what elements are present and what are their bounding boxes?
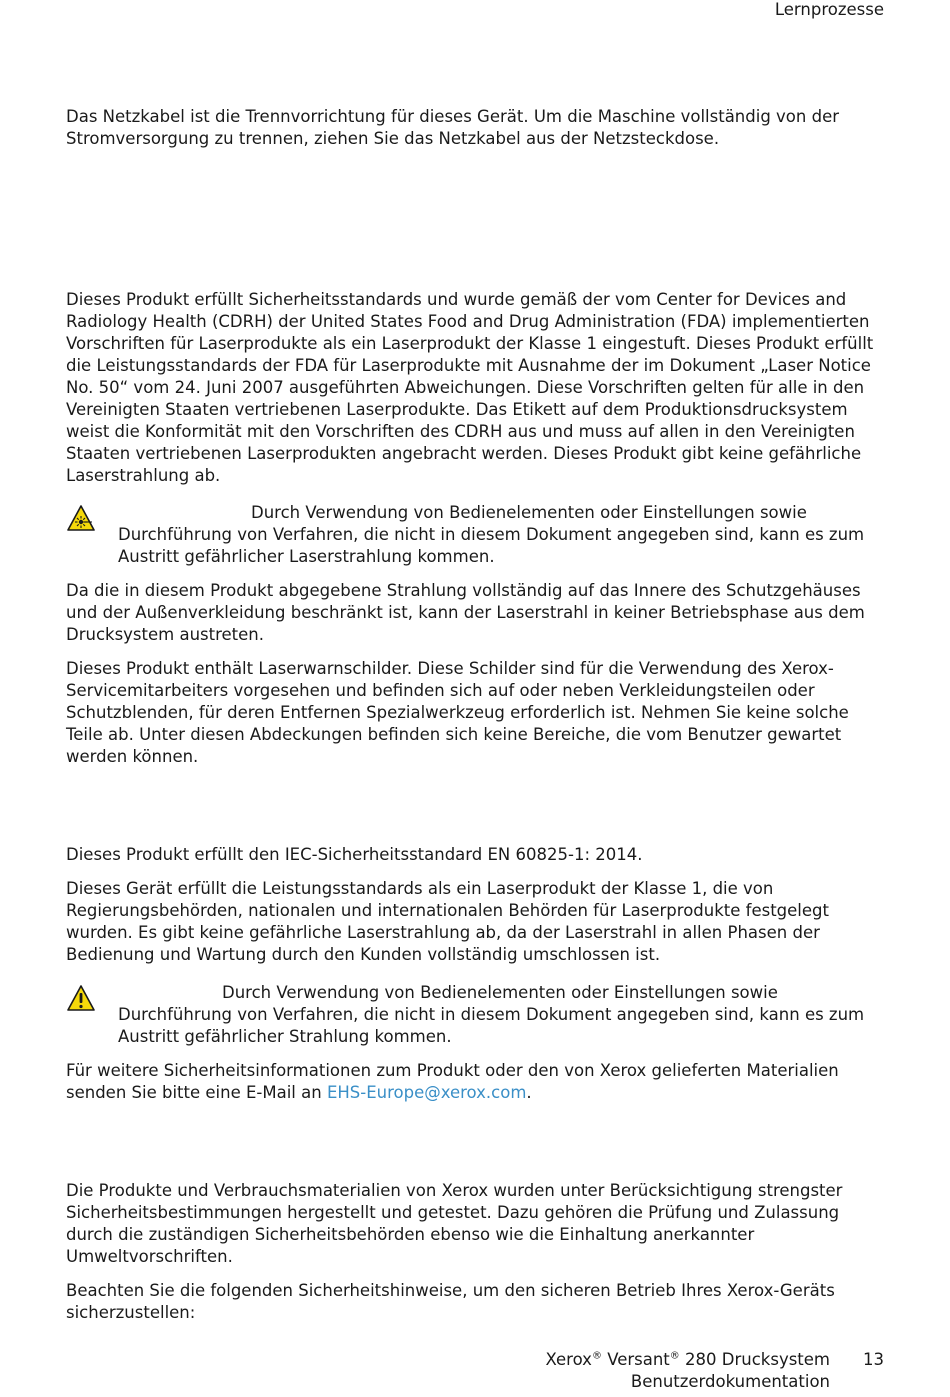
email-link[interactable]: EHS-Europe@xerox.com [326, 1083, 527, 1102]
contact-text: Für weitere Sicherheitsinformationen zum Produkt oder den von Xerox gelieferten Materialien senden Sie bitte eine E-Mail an [66, 1061, 839, 1102]
radiation-enclosure-paragraph: Da die in diesem Produkt abgegebene Strahlung vollständig auf das Innere des Schutzgehäuses und der Außenverkleidung beschränkt ist, kann der Laserstrahl in keiner Betriebsphase aus dem Drucksystem austreten. [66, 581, 865, 644]
laser-labels-paragraph: Dieses Produkt enthält Laserwarnschilder. Diese Schilder sind für die Verwendung des Xerox-Servicemitarbeiters vorgesehen und befinden sich auf oder neben Verkleidungsteilen oder Schutzblenden, für deren Entfernen Spezialwerkzeug erforderlich ist. Nehmen Sie keine solche Teile ab. Unter diesen Abdeckungen befinden sich keine Bereiche, die vom Benutzer gewartet werden können. [66, 659, 849, 766]
caution-warning-line1: Durch Verwendung von Bedienelementen oder Einstellungen sowie [222, 983, 778, 1002]
class1-paragraph: Dieses Gerät erfüllt die Leistungsstandards als ein Laserprodukt der Klasse 1, die von Regierungsbehörden, nationalen und internationalen Behörden für Laserprodukte festgelegt wurden. Es gibt keine gefährliche Laserstrahlung ab, da der Laserstrahl in allen Phasen der Bedienung und Wartung durch den Kunden vollständig umschlossen ist. [66, 879, 829, 964]
footer-doc: Benutzerdokumentation [630, 1372, 830, 1391]
safety-notes-intro-paragraph: Beachten Sie die folgenden Sicherheitshinweise, um den sicheren Betrieb Ihres Xerox-Geräts sicherzustellen: [66, 1281, 835, 1322]
products-safety-paragraph: Die Produkte und Verbrauchsmaterialien von Xerox wurden unter Berücksichtigung strengster Sicherheitsbestimmungen hergestellt und getestet. Dazu gehören die Prüfung und Zulassung durch die zuständigen Sicherheitsbehörden ebenso wie die Einhaltung anerkannter Umweltvorschriften. [66, 1181, 843, 1266]
caution-warning-text [118, 982, 878, 1048]
laser-warning-text [118, 502, 878, 568]
footer-title [545, 1349, 830, 1393]
laser-warning-line1: Durch Verwendung von Bedienelementen oder Einstellungen sowie [251, 503, 807, 522]
page-number: 13 [863, 1350, 884, 1369]
footer-product: Xerox® Versant® 280 Drucksystem [545, 1350, 830, 1369]
caution-warning-icon [66, 984, 96, 1012]
laser-warning-icon [66, 504, 96, 532]
laser-warning-rest: Durchführung von Verfahren, die nicht in diesem Dokument angegeben sind, kann es zum Austritt gefährlicher Laserstrahlung kommen. [118, 525, 865, 566]
power-cord-paragraph: Das Netzkabel ist die Trennvorrichtung für dieses Gerät. Um die Maschine vollständig von der Stromversorgung zu trennen, ziehen Sie das Netzkabel aus der Netzsteckdose. [66, 107, 840, 148]
contact-paragraph [66, 1060, 886, 1104]
cdrh-laser-paragraph: Dieses Produkt erfüllt Sicherheitsstandards und wurde gemäß der vom Center for Devices and Radiology Health (CDRH) der United States Food and Drug Administration (FDA) implementierten Vorschriften für Laserprodukte als ein Laserprodukt der Klasse 1 eingestuft. Dieses Produkt erfüllt die Leistungsstandards der FDA für Laserprodukte mit Ausnahme der im Dokument „Laser Notice No. 50“ vom 24. Juni 2007 ausgeführten Abweichungen. Diese Vorschriften gelten für alle in den Vereinigten Staaten vertriebenen Laserprodukte. Das Etikett auf dem Produktionsdrucksystem weist die Konformität mit den Vorschriften des CDRH aus und muss auf allen in den Vereinigten Staaten vertriebenen Laserprodukten angebracht werden. Dieses Produkt gibt keine gefährliche Laserstrahlung ab. [66, 290, 874, 485]
iec-standard-paragraph: Dieses Produkt erfüllt den IEC-Sicherheitsstandard EN 60825-1: 2014. [66, 845, 643, 864]
running-header: Lernprozesse [774, 0, 884, 19]
contact-period: . [526, 1083, 532, 1102]
caution-warning-rest: Durchführung von Verfahren, die nicht in diesem Dokument angegeben sind, kann es zum Austritt gefährlicher Strahlung kommen. [118, 1005, 865, 1046]
